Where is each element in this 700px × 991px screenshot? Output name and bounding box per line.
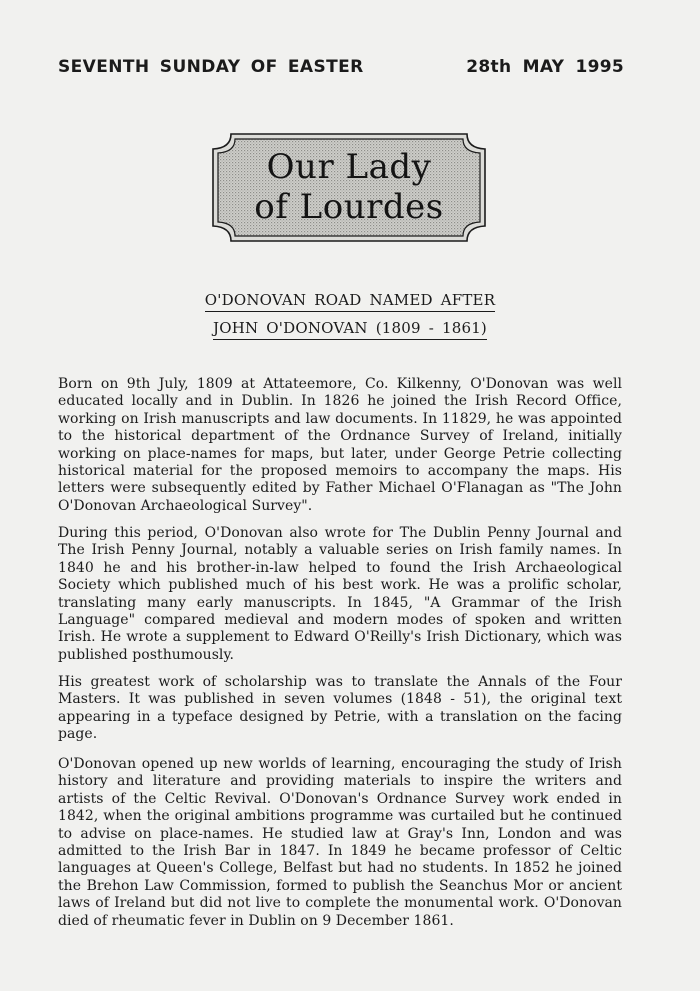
heading-text-1: O'DONOVAN ROAD NAMED AFTER xyxy=(205,291,495,312)
paragraph-4: O'Donovan opened up new worlds of learning, encouraging the study of Irish history and literature and providing materials to inspire the writers and artists of the Celtic Revival. O'Donovan's Ordnance Survey work ended in 1842, when the original ambitions programme was curtailed but he continued to advise on place-names. He studied law at Gray's Inn, London and was admitted to the Irish Bar in 1847. In 1849 he became professor of Celtic languages at Queen's College, Belfast but had no students. In 1852 he joined the Brehon Law Commission, formed to publish the Seanchus Mor or ancient laws of Ireland but did not live to complete the monumental work. O'Donovan died of rheumatic fever in Dublin on 9 December 1861. xyxy=(58,756,622,929)
article-heading-line-2 xyxy=(0,319,700,337)
paragraph-3: His greatest work of scholarship was to translate the Annals of the Four Masters. It was published in seven volumes (1848 - 51), the original text appearing in a typeface designed by Petrie, with a translation on the facing page. xyxy=(58,674,622,743)
issue-date: 28th MAY 1995 xyxy=(466,57,624,77)
logo-line-2: of Lourdes xyxy=(254,187,444,227)
parish-logo xyxy=(211,132,487,243)
paragraph-2: During this period, O'Donovan also wrote for The Dublin Penny Journal and The Irish Penny Journal, notably a valuable series on Irish family names. In 1840 he and his brother-in-law helped to found the Irish Archaeological Society which published much of his best work. He was a prolific scholar, translating many early manuscripts. In 1845, "A Grammar of the Irish Language" compared medieval and modern modes of spoken and written Irish. He wrote a supplement to Edward O'Reilly's Irish Dictionary, which was published posthumously. xyxy=(58,525,622,663)
sunday-title: SEVENTH SUNDAY OF EASTER xyxy=(58,57,364,77)
paragraph-1: Born on 9th July, 1809 at Attateemore, Co. Kilkenny, O'Donovan was well educated locally and in Dublin. In 1826 he joined the Irish Record Office, working on Irish manuscripts and law documents. In 11829, he was appointed to the historical department of the Ordnance Survey of Ireland, initially working on place-names for maps, but later, under George Petrie collecting historical material for the proposed memoirs to accompany the maps. His letters were subsequently edited by Father Michael O'Flanagan as "The John O'Donovan Archaeological Survey". xyxy=(58,376,622,514)
logo-line-1: Our Lady xyxy=(266,147,432,187)
heading-text-2: JOHN O'DONOVAN (1809 - 1861) xyxy=(213,319,487,340)
article-heading-line-1 xyxy=(0,291,700,309)
